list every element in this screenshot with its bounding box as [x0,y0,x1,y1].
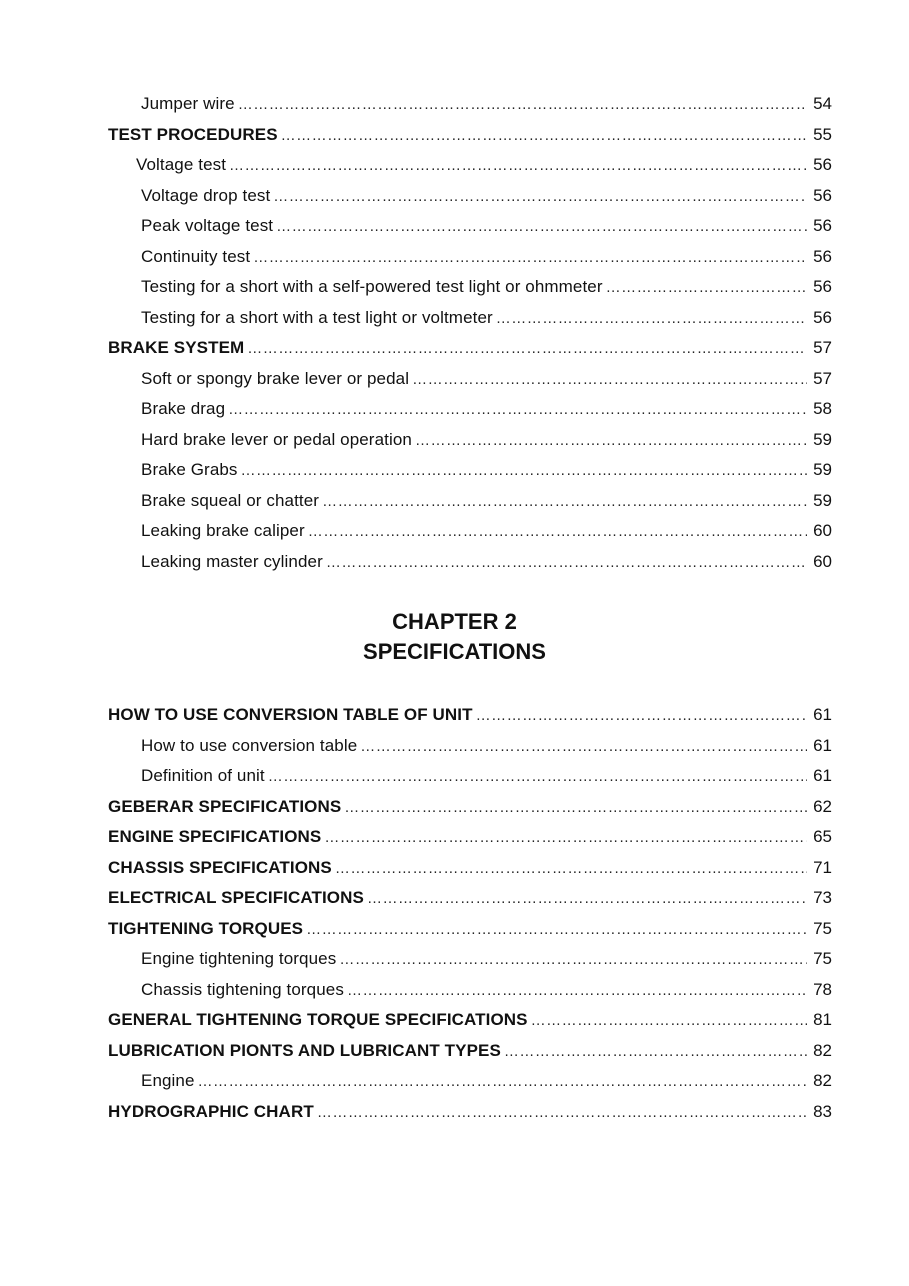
toc-entry [108,761,832,792]
toc-entry [108,1097,832,1128]
chapter-title: SPECIFICATIONS [363,639,546,664]
toc-entry [108,455,832,486]
toc-entry-page-number: 65 [813,827,832,846]
toc-entry [108,792,832,823]
toc-entry-page-number: 61 [813,735,832,755]
dot-leader [496,304,807,335]
toc-entry-label: Brake Grabs [141,460,238,479]
dot-leader [412,365,807,396]
dot-leader [281,121,807,152]
toc-entry-page-number: 59 [813,460,832,479]
dot-leader [228,395,807,426]
toc-entry-label: Testing for a short with a self-powered test light or ohmmeter [141,277,603,296]
toc-entry-label: Engine tightening torques [141,949,337,968]
toc-entry-page-number: 61 [813,766,832,785]
toc-entry-page-number: 56 [813,155,832,174]
toc-entry [108,303,832,334]
dot-leader [367,884,807,915]
toc-entry [108,211,832,242]
dot-leader [322,487,807,518]
toc-entry [108,1005,832,1036]
toc-entry-label: Jumper wire [141,94,235,113]
toc-entry-page-number: 56 [813,216,832,235]
toc-entry-page-number: 81 [813,1010,832,1029]
toc-entry [108,181,832,212]
toc-entry-label: Chassis tightening torques [141,979,344,999]
toc-entry-label: HOW TO USE CONVERSION TABLE OF UNIT [108,705,473,724]
dot-leader [253,243,807,274]
toc-entry-page-number: 82 [813,1071,832,1090]
chapter-number: CHAPTER 2 [392,609,517,634]
toc-entry-label: Engine [141,1071,195,1090]
toc-entry-label: Soft or spongy brake lever or pedal [141,368,410,388]
toc-entry [108,883,832,914]
toc-entry-label: Peak voltage test [141,216,274,235]
toc-entry-page-number: 82 [813,1040,832,1060]
toc-entry-label: TIGHTENING TORQUES [108,918,304,938]
toc-entry-label: GEBERAR SPECIFICATIONS [108,796,342,816]
dot-leader [229,151,807,182]
toc-entry [108,1036,832,1067]
dot-leader [335,854,807,885]
toc-entry [108,150,832,181]
toc-entry-label: LUBRICATION PIONTS AND LUBRICANT TYPES [108,1040,501,1060]
dot-leader [247,334,807,365]
toc-entry [108,700,832,731]
toc-entry-page-number: 56 [813,277,832,296]
toc-entry-page-number: 60 [813,551,832,571]
dot-leader [531,1006,807,1037]
dot-leader [268,762,807,793]
dot-leader [326,548,807,579]
toc-entry-label: Testing for a short with a test light or voltmeter [141,307,493,327]
toc-entry-label: GENERAL TIGHTENING TORQUE SPECIFICATIONS [108,1010,528,1029]
toc-entry [108,120,832,151]
toc-list-top [108,89,832,577]
toc-entry-page-number: 56 [813,246,832,266]
toc-entry [108,89,832,120]
toc-entry-page-number: 78 [813,979,832,999]
toc-entry-label: Voltage test [136,155,227,174]
dot-leader [339,945,807,976]
toc-entry [108,486,832,517]
toc-entry-label: Leaking master cylinder [141,551,323,571]
toc-entry-label: Brake squeal or chatter [141,490,320,510]
toc-entry [108,1066,832,1097]
dot-leader [238,90,807,121]
dot-leader [324,823,807,854]
toc-entry-label: TEST PROCEDURES [108,124,278,144]
dot-leader [344,793,807,824]
toc-list-bottom [108,700,832,1127]
toc-entry [108,242,832,273]
toc-entry-page-number: 71 [813,857,832,877]
dot-leader [476,701,807,732]
dot-leader [415,426,807,457]
toc-entry [108,394,832,425]
toc-entry-page-number: 75 [813,949,832,968]
toc-entry-page-number: 55 [813,124,832,144]
toc-entry [108,731,832,762]
dot-leader [276,212,807,243]
dot-leader [317,1098,807,1129]
toc-entry-label: HYDROGRAPHIC CHART [108,1101,314,1121]
toc-entry [108,914,832,945]
toc-entry-page-number: 83 [813,1101,832,1121]
dot-leader [273,182,807,213]
toc-entry-label: Hard brake lever or pedal operation [141,429,412,449]
toc-entry-label: How to use conversion table [141,735,358,755]
toc-entry-page-number: 59 [813,490,832,510]
dot-leader [308,517,807,548]
toc-entry [108,547,832,578]
dot-leader [241,456,807,487]
toc-entry-page-number: 60 [813,521,832,540]
toc-entry-page-number: 75 [813,918,832,938]
dot-leader [606,273,807,304]
dot-leader [347,976,807,1007]
toc-entry [108,272,832,303]
toc-entry-label: Brake drag [141,399,226,418]
toc-entry-page-number: 56 [813,185,832,205]
dot-leader [198,1067,807,1098]
toc-entry-label: ELECTRICAL SPECIFICATIONS [108,888,364,907]
toc-entry [108,516,832,547]
toc-entry [108,853,832,884]
toc-entry [108,944,832,975]
toc-entry-page-number: 57 [813,368,832,388]
toc-entry-page-number: 58 [813,399,832,418]
toc-entry-label: Definition of unit [141,766,265,785]
toc-entry-label: Continuity test [141,246,251,266]
toc-entry-page-number: 56 [813,307,832,327]
toc-entry [108,822,832,853]
toc-entry [108,364,832,395]
toc-entry-label: BRAKE SYSTEM [108,338,245,357]
toc-entry-page-number: 62 [813,796,832,816]
dot-leader [360,732,807,763]
toc-entry-page-number: 54 [813,94,832,113]
toc-entry-label: CHASSIS SPECIFICATIONS [108,857,332,877]
toc-entry [108,333,832,364]
toc-entry-label: ENGINE SPECIFICATIONS [108,827,322,846]
toc-entry-page-number: 73 [813,888,832,907]
toc-entry-label: Voltage drop test [141,185,271,205]
toc-entry-page-number: 61 [813,705,832,724]
dot-leader [306,915,807,946]
toc-entry-page-number: 59 [813,429,832,449]
toc-entry-page-number: 57 [813,338,832,357]
toc-entry-label: Leaking brake caliper [141,521,305,540]
toc-entry [108,425,832,456]
dot-leader [504,1037,807,1068]
toc-entry [108,975,832,1006]
